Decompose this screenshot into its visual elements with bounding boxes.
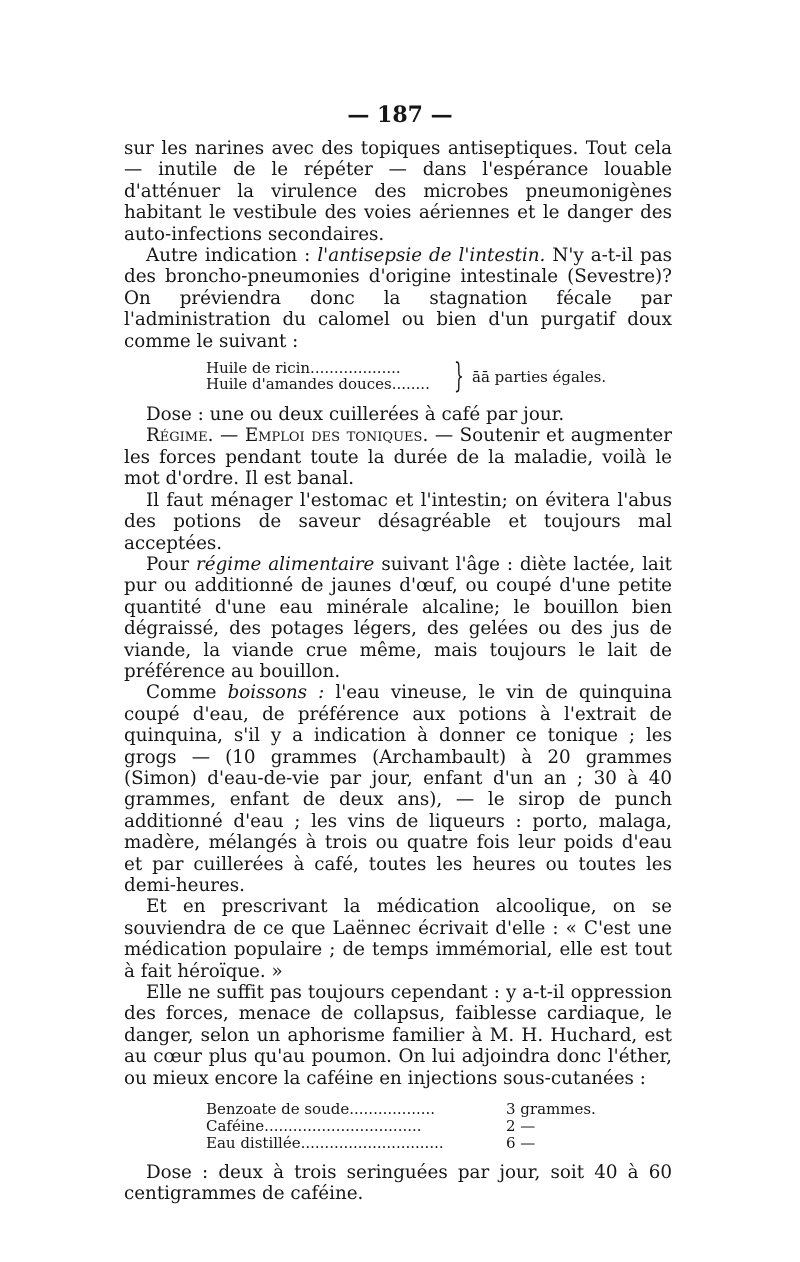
ingredient-label: Eau distillée..............................: [206, 1134, 444, 1153]
p4-rest: — Soutenir et augmenter les forces pendant toute la durée de la maladie, voilà le mot d'ordre. Il est banal.: [124, 425, 672, 490]
paragraph-6: [124, 554, 672, 682]
recipe-proportion: āā parties égales.: [472, 368, 607, 387]
recipe-row: [206, 1135, 672, 1152]
paragraph-8: Et en prescrivant la médication alcoolique, on se souviendra de ce que Laënnec écrivait d'elle : « C'est une médication populaire ; de temps immémorial, elle est tout à fait héroïque. »: [124, 896, 672, 982]
ingredient-quantity: 2 —: [506, 1117, 536, 1136]
ingredient-quantity: 3 grammes.: [506, 1100, 596, 1119]
p6-lead: Pour: [146, 553, 197, 575]
ingredient-quantity: 6 —: [506, 1134, 536, 1153]
page-body: [124, 138, 672, 1205]
recipe-row: [206, 1118, 672, 1135]
heading-toniques: Emploi des toniques.: [244, 425, 429, 447]
heading-regime: Régime.: [146, 425, 214, 447]
p6-rest: suivant l'âge : diète lactée, lait pur ou additionné de jaunes d'œuf, ou coupé d'une petite quantité d'une eau minérale alcaline; le bouillon bien dégraissé, des potages légers, des gelées ou des jus de viande, la viande crue même, mais toujours le lait de préférence au bouillon.: [124, 553, 673, 682]
ingredient-label: Caféine.................................: [206, 1117, 422, 1136]
recipe-line-1: Huile de ricin...................: [206, 359, 401, 378]
recipe-castor-oil: [124, 356, 672, 398]
page-number: — 187 —: [347, 102, 453, 128]
recipe-row: [206, 1101, 672, 1118]
p4-sep: —: [213, 425, 245, 447]
recipe-caffeine: [206, 1101, 672, 1152]
p2-rest: N'y a-t-il pas des broncho-pneumonies d'origine intestinale (Sevestre)? On préviendra donc la stagnation fécale par l'administration du calomel ou bien d'un purgatif doux comme le suivant :: [124, 245, 672, 352]
paragraph-10: Dose : deux à trois seringuées par jour, soit 40 à 60 centigrammes de caféine.: [124, 1162, 672, 1205]
ingredient-label: Benzoate de soude..................: [206, 1100, 436, 1119]
paragraph-5: Il faut ménager l'estomac et l'intestin; on évitera l'abus des potions de saveur désagréable et toujours mal acceptées.: [124, 489, 672, 554]
paragraph-9: Elle ne suffit pas toujours cependant : y a-t-il oppression des forces, menace de collapsus, faiblesse cardiaque, le danger, selon un aphorisme familier à M. H. Huchard, est au cœur plus qu'au poumon. On lui adjoindra donc l'éther, ou mieux encore la caféine en injections sous-cutanées :: [124, 982, 672, 1089]
recipe-line-2: Huile d'amandes douces........: [206, 375, 430, 394]
paragraph-1: sur les narines avec des topiques antiseptiques. Tout cela — inutile de le répéter — dans l'espérance louable d'atténuer la virulence des microbes pneumonigènes habitant le vestibule des voies aériennes et le danger des auto-infections secondaires.: [124, 138, 672, 245]
recipe-brace: }: [454, 356, 464, 397]
paragraph-7: [124, 682, 672, 896]
paragraph-2: [124, 245, 672, 352]
p2-emphasis: l'antisepsie de l'intestin.: [317, 245, 546, 267]
p7-emphasis: boissons :: [227, 682, 325, 704]
paragraph-4: [124, 425, 672, 489]
paragraph-3: Dose : une ou deux cuillerées à café par jour.: [146, 404, 565, 426]
p7-rest: l'eau vineuse, le vin de quinquina coupé d'eau, de préférence aux potions à l'extrait de quinquina, s'il y a indication à donner ce tonique ; les grogs — (10 grammes (Archambault) à 20 grammes (Simon) d'eau-de-vie par jour, enfant d'un an ; 30 à 40 grammes, enfant de deux ans), — le sirop de punch additionné d'eau ; les vins de liqueurs : porto, malaga, madère, mélangés à trois ou quatre fois leur poids d'eau et par cuillerées à café, toutes les heures ou toutes les demi-heures.: [124, 682, 673, 896]
p6-emphasis: régime alimentaire: [196, 553, 375, 575]
p7-lead: Comme: [146, 682, 228, 704]
p2-lead: Autre indication :: [146, 245, 318, 267]
